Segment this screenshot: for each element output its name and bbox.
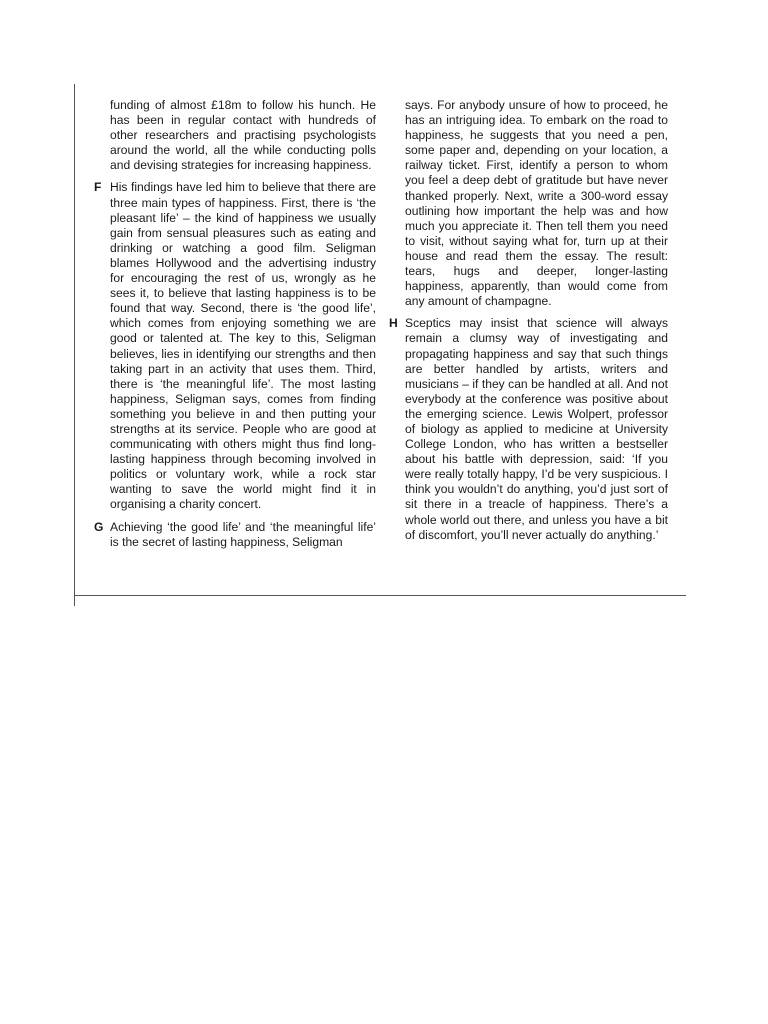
- paragraph-letter: G: [94, 519, 104, 534]
- paragraph-g-continued: [405, 98, 668, 309]
- paragraph-text: says. For anybody unsure of how to proceed, he has an intriguing idea. To embark on the road to happiness, he suggests that you need a pen, some paper and, depending on your location, a railway ticket. First, identify a person to whom you feel a deep debt of gratitude but have never thanked properly. Next, write a 300-word essay outlining how important the help was and how much you appreciate it. Then tell them you need to visit, without saying what for, turn up at their house and read them the essay. The result: tears, hugs and deeper, longer-lasting happiness, apparently, than would come from any amount of champagne.: [405, 98, 668, 309]
- left-column: [94, 98, 376, 557]
- paragraph-h: [389, 316, 668, 542]
- paragraph-text: Achieving ‘the good life’ and ‘the meaningful life’ is the secret of lasting happiness, Seligman: [110, 519, 376, 549]
- frame-bottom-rule: [74, 595, 686, 596]
- paragraph-g: [94, 519, 376, 550]
- right-column: [389, 98, 668, 550]
- article-frame: [74, 84, 686, 596]
- paragraph-text: funding of almost £18m to follow his hunch. He has been in regular contact with hundreds of other researchers and practising psychologists around the world, all the while conducting polls and devising strategies for increasing happiness.: [110, 98, 376, 173]
- paragraph-letter: H: [389, 316, 398, 331]
- paragraph-f: [94, 180, 376, 512]
- frame-left-rule: [74, 84, 75, 606]
- paragraph-continued: [110, 98, 376, 173]
- paragraph-text: Sceptics may insist that science will always remain a clumsy way of investigating and propagating happiness and say that such things are better handled by artists, writers and musicians – if they can be handled at all. And not everybody at the conference was positive about the emerging science. Lewis Wolpert, professor of biology as applied to medicine at University College London, who has written a bestseller about his battle with depression, said: ‘If you were really totally happy, I’d be very suspicious. I think you wouldn’t do anything, you’d just sort of sit there in a treacle of happiness. There’s a whole world out there, and unless you have a bit of discomfort, you’ll never actually do anything.’: [405, 316, 668, 542]
- paragraph-text: His findings have led him to believe that there are three main types of happiness. First, there is ‘the pleasant life’ – the kind of happiness we usually gain from sensual pleasures such as eating and drinking or watching a good film. Seligman blames Hollywood and the advertising industry for encouraging the rest of us, wrongly as he sees it, to believe that lasting happiness is to be found that way. Second, there is ‘the good life’, which comes from enjoying something we are good or talented at. The key to this, Seligman believes, lies in identifying our strengths and then taking part in an activity that uses them. Third, there is ‘the meaningful life’. The most lasting happiness, Seligman says, comes from finding something you believe in and then putting your strengths at its service. People who are good at communicating with others might thus find long-lasting happiness through becoming involved in politics or voluntary work, while a rock star wanting to save the world might find it in organising a charity concert.: [110, 180, 376, 512]
- paragraph-letter: F: [94, 180, 102, 195]
